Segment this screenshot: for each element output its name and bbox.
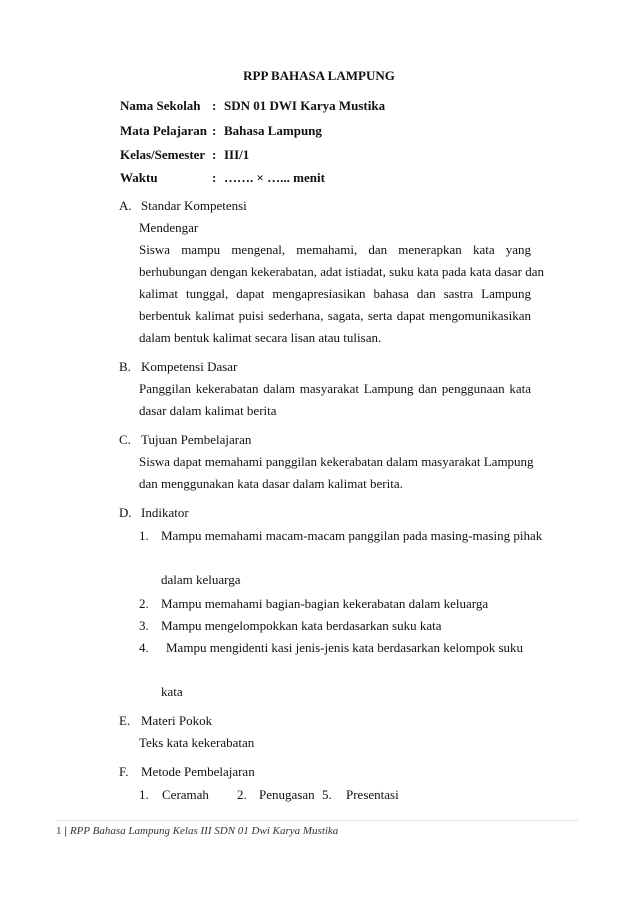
section-subheading: Mendengar (139, 220, 199, 235)
section-heading-text: Metode Pembelajaran (141, 764, 255, 779)
section-heading (119, 198, 247, 214)
meta-value-subject: Bahasa Lampung (224, 123, 322, 138)
meta-label-class: Kelas/Semester (120, 147, 206, 162)
section-letter: A. (119, 198, 132, 213)
indicator-number: 2. (139, 596, 149, 611)
paragraph-line: berbentuk kalimat puisi sederhana, sagata, serta dapat mengomunikasikan (139, 308, 531, 323)
method-number: 5. (322, 787, 332, 802)
section-heading-text: Standar Kompetensi (141, 198, 247, 213)
section-heading (119, 359, 237, 375)
section-letter: F. (119, 764, 129, 779)
indicator-number: 3. (139, 618, 149, 633)
paragraph-line: dalam bentuk kalimat secara lisan atau tulisan. (139, 330, 382, 345)
section-letter: E. (119, 713, 131, 728)
meta-value-time: ……. × …... menit (224, 170, 325, 185)
paragraph-line: Siswa dapat memahami panggilan kekerabatan dalam masyarakat Lampung (139, 454, 534, 469)
indicator-text: Mampu memahami macam-macam panggilan pada masing-masing pihak (161, 528, 543, 543)
indicator-number: 4. (139, 640, 149, 655)
indicator-continuation: dalam keluarga (161, 572, 241, 587)
paragraph-line: dan menggunakan kata dasar dalam kalimat berita. (139, 476, 403, 491)
page-number: 1 (56, 825, 62, 837)
meta-label-school: Nama Sekolah (120, 98, 201, 113)
meta-value-class: III/1 (224, 147, 250, 162)
meta-colon: : (212, 147, 217, 162)
paragraph-line: Teks kata kekerabatan (139, 735, 255, 750)
indicator-number: 1. (139, 528, 149, 543)
section-heading (119, 432, 251, 448)
paragraph-line: berhubungan dengan kekerabatan, adat istiadat, suku kata pada kata dasar dan (139, 264, 544, 279)
paragraph-line: Panggilan kekerabatan dalam masyarakat Lampung dan penggunaan kata (139, 381, 531, 396)
footer-text: RPP Bahasa Lampung Kelas III SDN 01 Dwi Karya Mustika (69, 825, 339, 837)
footer-divider (56, 820, 578, 821)
section-heading (119, 713, 212, 729)
paragraph-line: kalimat tunggal, dapat mengapresiasikan bahasa dan sastra Lampung (139, 286, 531, 301)
method-label: Penugasan (259, 787, 315, 802)
method-number: 2. (237, 787, 247, 802)
section-heading-text: Indikator (141, 505, 189, 520)
method-label: Ceramah (162, 787, 209, 802)
section-heading-text: Kompetensi Dasar (141, 359, 238, 374)
section-letter: B. (119, 359, 131, 374)
meta-label-subject: Mata Pelajaran (120, 123, 208, 138)
section-heading-text: Materi Pokok (141, 713, 213, 728)
section-heading (119, 764, 255, 780)
paragraph-line: Siswa mampu mengenal, memahami, dan menerapkan kata yang (139, 242, 531, 257)
section-letter: D. (119, 505, 132, 520)
indicator-text: Mampu mengidenti kasi jenis-jenis kata berdasarkan kelompok suku (166, 640, 524, 655)
footer-separator: | (64, 825, 67, 837)
meta-colon: : (212, 98, 217, 113)
paragraph-line: dasar dalam kalimat berita (139, 403, 277, 418)
section-letter: C. (119, 432, 131, 447)
section-heading (119, 505, 189, 521)
indicator-text: Mampu memahami bagian-bagian kekerabatan dalam keluarga (161, 596, 489, 611)
method-label: Presentasi (346, 787, 399, 802)
page-footer (56, 825, 338, 837)
meta-colon: : (212, 123, 217, 138)
section-heading-text: Tujuan Pembelajaran (141, 432, 252, 447)
meta-label-time: Waktu (120, 170, 158, 185)
indicator-continuation: kata (161, 684, 183, 699)
page-title: RPP BAHASA LAMPUNG (243, 68, 395, 83)
meta-value-school: SDN 01 DWI Karya Mustika (224, 98, 386, 113)
indicator-text: Mampu mengelompokkan kata berdasarkan suku kata (161, 618, 442, 633)
method-number: 1. (139, 787, 149, 802)
meta-colon: : (212, 170, 217, 185)
